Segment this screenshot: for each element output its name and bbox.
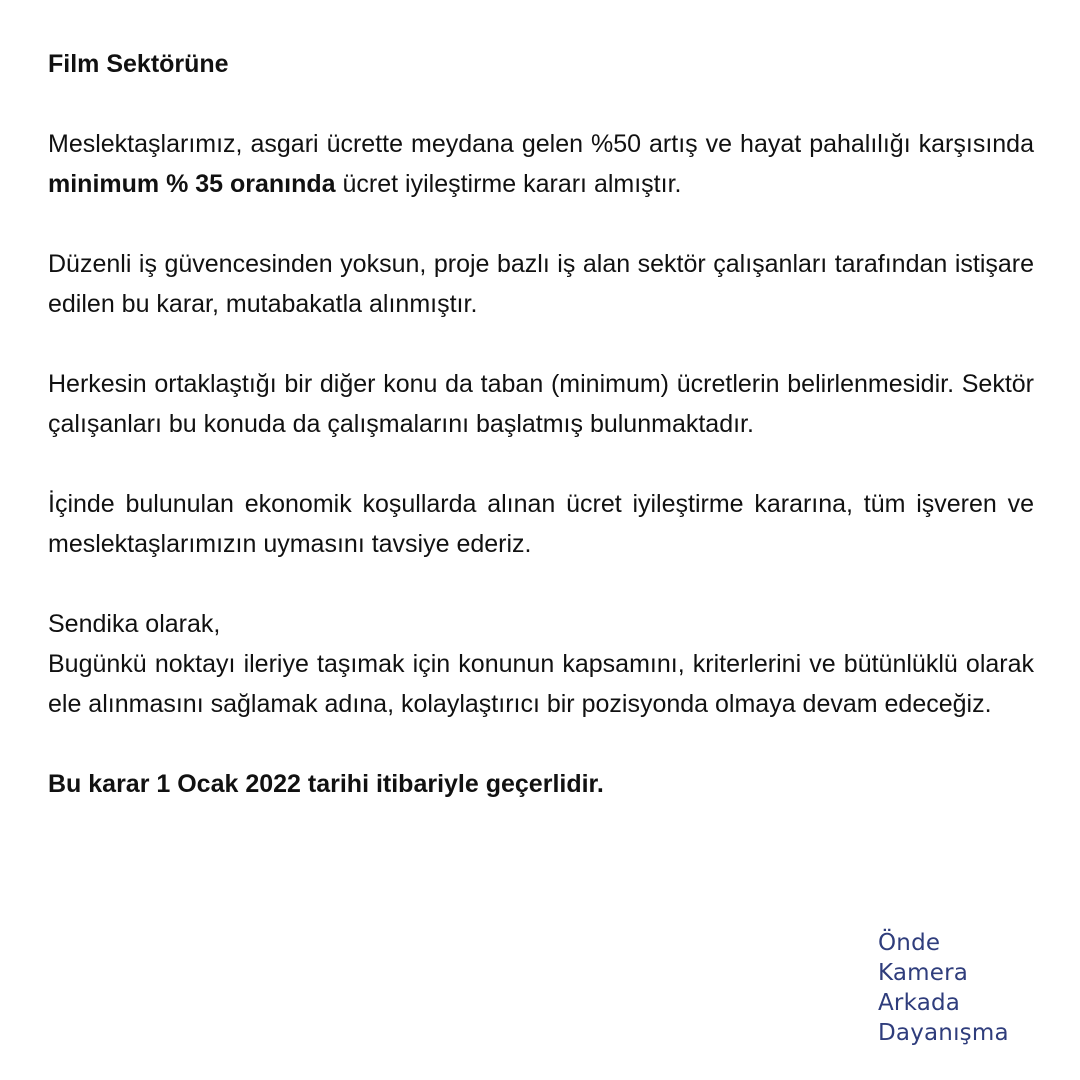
paragraph-wage-increase [48, 124, 1034, 204]
paragraph-1-highlight: minimum % 35 oranında [48, 170, 336, 198]
spacer [48, 564, 1034, 604]
union-logo [878, 928, 1009, 1048]
logo-line: Önde [878, 930, 941, 956]
document-title: Film Sektörüne [48, 50, 229, 78]
spacer [48, 324, 1034, 364]
spacer [48, 724, 1034, 764]
paragraph-union-intro: Sendika olarak, [48, 610, 221, 638]
spacer [48, 204, 1034, 244]
closing-statement: Bu karar 1 Ocak 2022 tarihi itibariyle geçerlidir. [48, 770, 604, 798]
logo-line: Dayanışma [878, 1020, 1009, 1046]
logo-line: Kamera [878, 960, 969, 986]
paragraph-1-text-end: ücret iyileştirme kararı almıştır. [335, 170, 682, 198]
spacer [48, 84, 1034, 124]
paragraph-recommendation: İçinde bulunulan ekonomik koşullarda alınan ücret iyileştirme kararına, tüm işveren ve meslektaşlarımızın uymasını tavsiye ederiz. [48, 490, 1034, 558]
logo-line: Arkada [878, 990, 961, 1016]
paragraph-consensus: Düzenli iş güvencesinden yoksun, proje bazlı iş alan sektör çalışanları tarafından istişare edilen bu karar, mutabakatla alınmıştır. [48, 250, 1034, 318]
paragraph-1-text-start: Meslektaşlarımız, asgari ücrette meydana gelen %50 artış ve hayat pahalılığı karşısında [48, 130, 1034, 158]
spacer [48, 444, 1034, 484]
paragraph-union-statement: Bugünkü noktayı ileriye taşımak için konunun kapsamını, kriterlerini ve bütünlüklü olarak ele alınmasını sağlamak adına, kolaylaştırıcı bir pozisyonda olmaya devam edeceğiz. [48, 650, 1034, 718]
paragraph-minimum-wage: Herkesin ortaklaştığı bir diğer konu da taban (minimum) ücretlerin belirlenmesidir. Sektör çalışanları bu konuda da çalışmalarını başlatmış bulunmaktadır. [48, 370, 1034, 438]
announcement-document [48, 44, 1034, 804]
